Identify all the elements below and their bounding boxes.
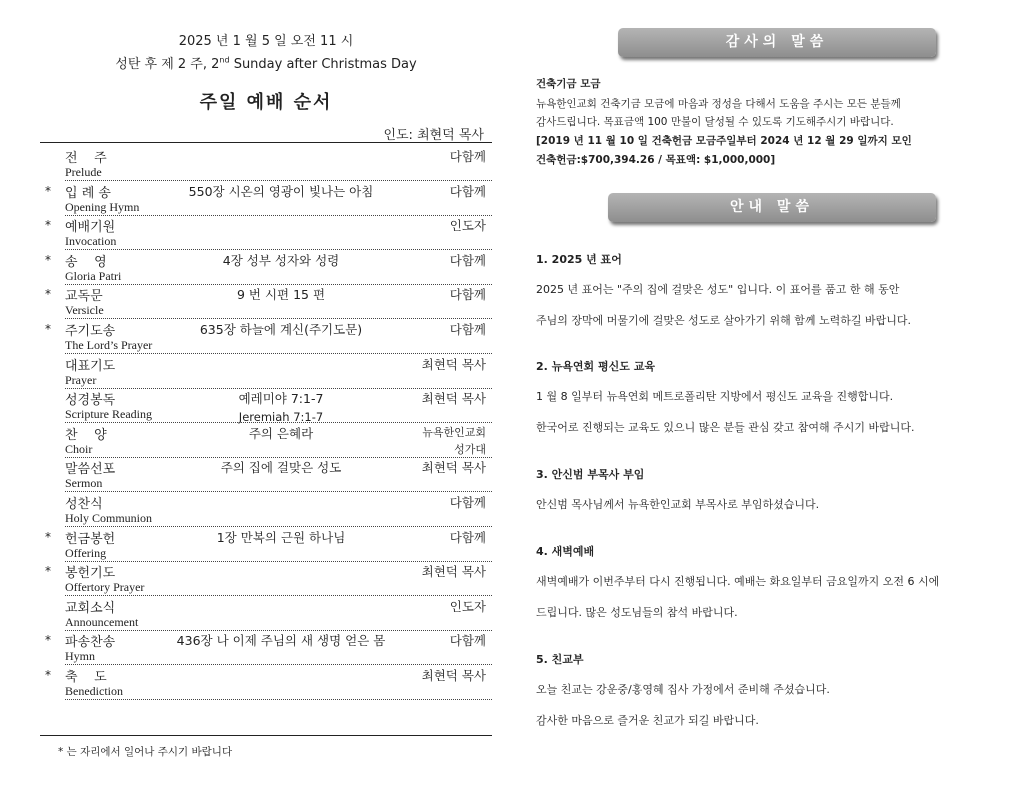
order-row bbox=[40, 146, 492, 181]
order-item-leader-line: 성가대 bbox=[454, 442, 486, 456]
standing-marker: * bbox=[45, 322, 51, 336]
order-item-detail: 주의 집에 걸맞은 성도 bbox=[220, 460, 342, 476]
order-row bbox=[40, 181, 492, 216]
order-row bbox=[40, 319, 492, 354]
order-item-leader: 최현덕 목사 bbox=[421, 356, 486, 372]
order-item-english: Offering bbox=[65, 545, 107, 560]
order-item-detail: 예레미야 7:1-7 bbox=[238, 391, 324, 407]
bottom-divider bbox=[40, 735, 492, 736]
order-item-english: Choir bbox=[65, 441, 93, 456]
order-item-korean: 교독문 bbox=[65, 289, 103, 305]
standing-marker: * bbox=[45, 183, 51, 198]
order-item-korean: 입 례 송 bbox=[65, 185, 111, 201]
thanks-heading: 건축기금 모금 bbox=[536, 78, 601, 90]
order-item-leader: 다함께 bbox=[449, 495, 486, 510]
order-item-leader: 최현덕 목사 bbox=[421, 668, 486, 683]
worship-order-column bbox=[40, 0, 492, 791]
order-item-korean: 전 주 bbox=[65, 151, 107, 166]
notice-heading: 4. 새벽예배 bbox=[536, 545, 595, 558]
order-item-detail: 1장 만복의 근원 하나님 bbox=[216, 529, 346, 545]
standing-footnote: * 는 자리에서 일어나 주시기 바랍니다 bbox=[58, 746, 233, 758]
order-item-detail: 635장 하늘에 계신(주기도문) bbox=[199, 322, 363, 337]
notice-text-line: 1 월 8 일부터 뉴욕연회 메트로폴리탄 지방에서 평신도 교육을 진행합니다. bbox=[536, 390, 894, 403]
service-leader: 인도: 최현덕 목사 bbox=[383, 128, 484, 143]
order-item-english: Versicle bbox=[65, 303, 104, 318]
notice-heading: 2. 뉴욕연회 평신도 교육 bbox=[536, 360, 655, 373]
order-row bbox=[40, 665, 492, 700]
order-item-korean: 말씀선포 bbox=[65, 462, 116, 478]
order-row bbox=[40, 388, 492, 423]
order-item-leader: 최현덕 목사 bbox=[421, 391, 486, 407]
thanks-line: 건축헌금:$700,394.26 / 목표액: $1,000,000] bbox=[536, 154, 776, 166]
order-row bbox=[40, 630, 492, 665]
order-item-leader: 다함께 bbox=[449, 149, 486, 164]
standing-marker: * bbox=[45, 633, 51, 648]
order-item-leader: 최현덕 목사 bbox=[421, 460, 486, 476]
subtitle-korean: 성탄 후 제 2 주, 2 bbox=[115, 57, 220, 72]
dotted-divider bbox=[65, 699, 492, 700]
order-item-korean: 파송찬송 bbox=[65, 635, 116, 651]
order-row bbox=[40, 250, 492, 285]
order-item-english: Holy Communion bbox=[65, 511, 153, 525]
standing-marker: * bbox=[45, 287, 51, 302]
top-divider bbox=[40, 142, 492, 143]
order-item-korean: 성경봉독 bbox=[65, 393, 116, 409]
thanks-line: [2019 년 11 월 10 일 건축헌금 모금주일부터 2024 년 12 월 29 일까지 모인 bbox=[536, 135, 912, 147]
order-item-english: Prelude bbox=[65, 165, 102, 179]
order-row bbox=[40, 596, 492, 631]
service-subtitle bbox=[40, 53, 492, 72]
order-row bbox=[40, 457, 492, 492]
order-item-leader-line: 뉴욕한인교회 bbox=[422, 425, 486, 439]
notice-text-line: 드립니다. 많은 성도님들의 참석 바랍니다. bbox=[536, 606, 738, 619]
order-item-korean: 성찬식 bbox=[65, 497, 103, 512]
order-item-korean: 헌금봉헌 bbox=[65, 531, 116, 547]
order-item-english: Benediction bbox=[65, 684, 123, 698]
order-item-english: Hymn bbox=[65, 649, 95, 664]
order-item-leader: 인도자 bbox=[449, 598, 486, 614]
order-item-korean: 축 도 bbox=[65, 670, 107, 685]
standing-marker: * bbox=[45, 529, 51, 544]
order-row bbox=[40, 561, 492, 596]
notice-text-line: 주님의 장막에 머물기에 걸맞은 성도로 살아가기 위해 함께 노력하길 바랍니다. bbox=[536, 314, 911, 327]
order-item-leader: 다함께 bbox=[449, 322, 486, 337]
order-row bbox=[40, 423, 492, 458]
thanks-line: 뉴욕한인교회 건축기금 모금에 마음과 정성을 다해서 도움을 주시는 모든 분들께 bbox=[536, 98, 901, 110]
thanks-line: 감사드립니다. 목표금액 100 만불이 달성될 수 있도록 기도해주시기 바랍니다. bbox=[536, 116, 894, 128]
order-item-detail: 550장 시온의 영광이 빛나는 아침 bbox=[188, 183, 374, 199]
order-item-english: Offertory Prayer bbox=[65, 580, 145, 595]
notice-text-line: 오늘 친교는 강운중/홍영혜 집사 가정에서 준비해 주셨습니다. bbox=[536, 683, 830, 696]
order-item-korean: 찬 양 bbox=[65, 427, 107, 443]
order-item-detail: 주의 은혜라 bbox=[248, 425, 314, 441]
notice-text-line: 새벽예배가 이번주부터 다시 진행됩니다. 예배는 화요일부터 금요일까지 오전 6 시에 bbox=[536, 575, 940, 588]
order-row bbox=[40, 527, 492, 562]
order-item-korean: 송 영 bbox=[65, 254, 107, 270]
notice-text-line: 안신범 목사님께서 뉴욕한인교회 부목사로 부임하셨습니다. bbox=[536, 498, 820, 511]
order-item-leader bbox=[422, 424, 486, 458]
order-item-korean: 대표기도 bbox=[65, 358, 116, 374]
order-item-leader: 다함께 bbox=[449, 633, 486, 649]
notice-text-line: 감사한 마음으로 즐거운 친교가 되길 바랍니다. bbox=[536, 714, 759, 727]
order-row bbox=[40, 354, 492, 389]
order-item-leader: 다함께 bbox=[449, 252, 486, 268]
page-title: 주일 예배 순서 bbox=[199, 92, 333, 113]
order-item-detail-secondary: Jeremiah 7:1-7 bbox=[238, 410, 324, 425]
order-item-detail: 436장 나 이제 주님의 새 생명 얻은 몸 bbox=[176, 633, 386, 649]
subtitle-superscript: nd bbox=[219, 55, 230, 65]
order-item-english: The Lord’s Prayer bbox=[65, 338, 153, 352]
notice-heading: 3. 안신범 부목사 부임 bbox=[536, 468, 645, 481]
order-item-leader: 인도자 bbox=[449, 218, 486, 234]
order-item-english: Sermon bbox=[65, 476, 103, 491]
order-item-english: Invocation bbox=[65, 234, 117, 249]
order-item-detail: 9 번 시편 15 편 bbox=[236, 287, 326, 303]
order-row bbox=[40, 492, 492, 527]
order-item-english: Announcement bbox=[65, 614, 139, 629]
notice-text-line: 한국어로 진행되는 교육도 있으니 많은 분들 관심 갖고 참여해 주시기 바랍니다. bbox=[536, 421, 915, 434]
order-item-detail: 4장 성부 성자와 성령 bbox=[222, 252, 340, 268]
standing-marker: * bbox=[45, 668, 51, 682]
notice-heading: 1. 2025 년 표어 bbox=[536, 253, 622, 266]
notices-banner: 안내 말씀 bbox=[608, 193, 936, 222]
order-item-korean: 예배기원 bbox=[65, 220, 116, 236]
order-item-english: Scripture Reading bbox=[65, 407, 152, 422]
order-item-korean: 주기도송 bbox=[65, 324, 116, 339]
order-item-english: Opening Hymn bbox=[65, 199, 140, 214]
order-row bbox=[40, 284, 492, 319]
order-item-korean: 교회소식 bbox=[65, 600, 116, 616]
order-row bbox=[40, 215, 492, 250]
order-item-english: Gloria Patri bbox=[65, 268, 122, 283]
order-item-leader: 다함께 bbox=[449, 529, 486, 545]
service-date: 2025 년 1 월 5 일 오전 11 시 bbox=[178, 34, 354, 49]
order-item-korean: 봉헌기도 bbox=[65, 566, 116, 582]
subtitle-english: Sunday after Christmas Day bbox=[229, 57, 417, 72]
order-item-leader: 다함께 bbox=[449, 183, 486, 199]
standing-marker: * bbox=[45, 218, 51, 233]
notices-column bbox=[536, 0, 996, 791]
notice-heading: 5. 친교부 bbox=[536, 653, 584, 666]
notice-text-line: 2025 년 표어는 "주의 집에 걸맞은 성도" 입니다. 이 표어를 품고 한 해 동안 bbox=[536, 283, 900, 296]
order-item-leader: 최현덕 목사 bbox=[421, 564, 486, 580]
standing-marker: * bbox=[45, 252, 51, 267]
order-item-leader: 다함께 bbox=[449, 287, 486, 303]
thanks-banner: 감사의 말씀 bbox=[618, 28, 936, 57]
order-item-english: Prayer bbox=[65, 372, 97, 387]
standing-marker: * bbox=[45, 564, 51, 579]
